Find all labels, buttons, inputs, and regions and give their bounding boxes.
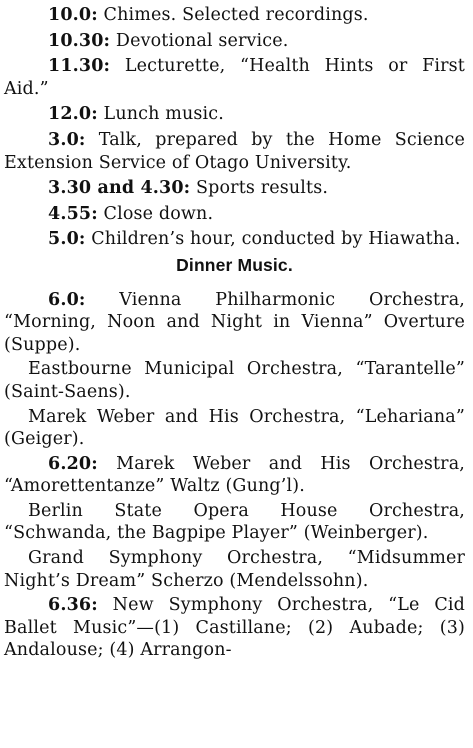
entry-text: Devotional service. bbox=[110, 30, 289, 51]
entry-text: Talk, prepared by the Home Science Extension Service of Otago University. bbox=[4, 129, 465, 173]
program-entry bbox=[4, 500, 465, 545]
entry-text: Eastbourne Municipal Orchestra, “Tarantelle” (Saint-Saens). bbox=[4, 359, 465, 402]
program-entry bbox=[4, 406, 465, 451]
schedule-entry bbox=[4, 177, 465, 200]
dinner-program-list bbox=[4, 289, 465, 663]
entry-time: 12.0: bbox=[48, 104, 98, 125]
schedule-entry bbox=[4, 103, 465, 126]
entry-time: 10.30: bbox=[48, 30, 111, 51]
program-entry bbox=[4, 547, 465, 592]
entry-text: New Symphony Orchestra, “Le Cid Ballet Music”—(1) Castillane; (2) Aubade; (3) Andalouse; (4) Arrangon- bbox=[4, 595, 465, 661]
entry-time: 4.55: bbox=[48, 203, 98, 224]
entry-time: 11.30: bbox=[48, 56, 111, 77]
entry-text: Children’s hour, conducted by Hiawatha. bbox=[85, 229, 461, 250]
schedule-entry bbox=[4, 30, 465, 53]
entry-text: Sports results. bbox=[190, 178, 329, 199]
entry-time: 6.0: bbox=[48, 289, 86, 310]
schedule-entry bbox=[4, 228, 465, 251]
entry-text: Chimes. Selected recordings. bbox=[97, 5, 369, 25]
entry-time: 6.20: bbox=[48, 453, 98, 474]
schedule-entry bbox=[4, 4, 465, 27]
entry-text: Lecturette, “Health Hints or First Aid.” bbox=[4, 56, 465, 99]
schedule-list bbox=[4, 4, 465, 251]
entry-time: 5.0: bbox=[48, 229, 86, 250]
entry-text: Close down. bbox=[97, 203, 214, 224]
schedule-entry bbox=[4, 129, 465, 174]
program-entry bbox=[4, 289, 465, 357]
schedule-entry bbox=[4, 55, 465, 100]
entry-text: Vienna Philharmonic Orchestra, “Morning, Noon and Night in Vienna” Overture (Suppe). bbox=[4, 289, 465, 355]
program-entry bbox=[4, 594, 465, 662]
entry-text: Berlin State Opera House Orchestra, “Schwanda, the Bagpipe Player” (Weinberger). bbox=[4, 500, 465, 544]
entry-time: 10.0: bbox=[48, 5, 98, 25]
program-entry bbox=[4, 453, 465, 498]
entry-text: Lunch music. bbox=[97, 104, 224, 125]
entry-time: 6.36: bbox=[48, 595, 98, 616]
entry-text: Marek Weber and His Orchestra, “Lehariana” (Geiger). bbox=[4, 406, 465, 450]
program-entry bbox=[4, 358, 465, 403]
entry-text: Grand Symphony Orchestra, “Midsummer Night’s Dream” Scherzo (Mendelssohn). bbox=[4, 548, 465, 591]
entry-time: 3.30 and 4.30: bbox=[48, 178, 191, 199]
entry-text: Marek Weber and His Orchestra, “Amorettentanze” Waltz (Gung’l). bbox=[4, 453, 465, 497]
section-heading: Dinner Music. bbox=[176, 254, 293, 275]
entry-time: 3.0: bbox=[48, 129, 86, 150]
schedule-entry bbox=[4, 203, 465, 226]
